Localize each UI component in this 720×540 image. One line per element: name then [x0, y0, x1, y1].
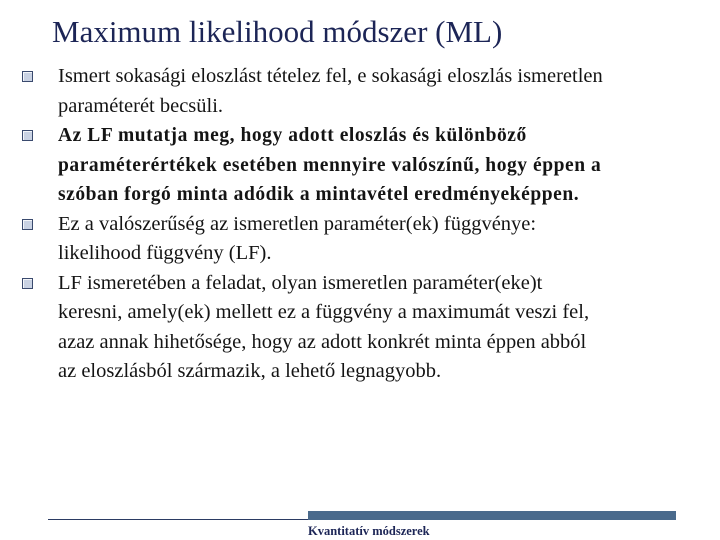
bullet-line: az eloszlásból származik, a lehető legnagyobb.	[58, 360, 442, 382]
bullet-line: paraméterét becsüli.	[58, 94, 224, 117]
bullet-list	[22, 62, 702, 387]
bullet-line: keresni, amely(ek) mellett ez a függvény a maximumát veszi fel,	[58, 301, 590, 323]
bullet-item	[22, 210, 702, 269]
bullet-item	[22, 269, 702, 387]
slide-title: Maximum likelihood módszer (ML)	[52, 14, 503, 49]
checkbox-square-icon	[22, 278, 33, 289]
checkbox-square-icon	[22, 71, 33, 82]
bullet-line: Ez a valószerűség az ismeretlen paraméter(ek) függvénye:	[58, 212, 537, 235]
bullet-line: Ismert sokasági eloszlást tételez fel, e sokasági eloszlás ismeretlen	[58, 65, 603, 87]
checkbox-square-icon	[22, 219, 33, 230]
bullet-line: azaz annak hihetősége, hogy az adott konkrét minta éppen abból	[58, 330, 587, 353]
bullet-line: Az LF mutatja meg, hogy adott eloszlás és különböző	[58, 125, 527, 146]
bullet-line: szóban forgó minta adódik a mintavétel eredményeképpen.	[58, 184, 580, 205]
checkbox-square-icon	[22, 130, 33, 141]
bullet-item	[22, 62, 702, 121]
footer-caption: Kvantitatív módszerek	[308, 524, 430, 538]
bullet-line: likelihood függvény (LF).	[58, 242, 272, 264]
footer-divider-line	[48, 519, 308, 520]
bullet-line: LF ismeretében a feladat, olyan ismeretlen paraméter(eke)t	[58, 271, 543, 294]
bullet-line: paraméterértékek esetében mennyire valószínű, hogy éppen a	[58, 154, 602, 176]
footer-accent-bar	[308, 511, 676, 520]
bullet-item	[22, 121, 702, 210]
